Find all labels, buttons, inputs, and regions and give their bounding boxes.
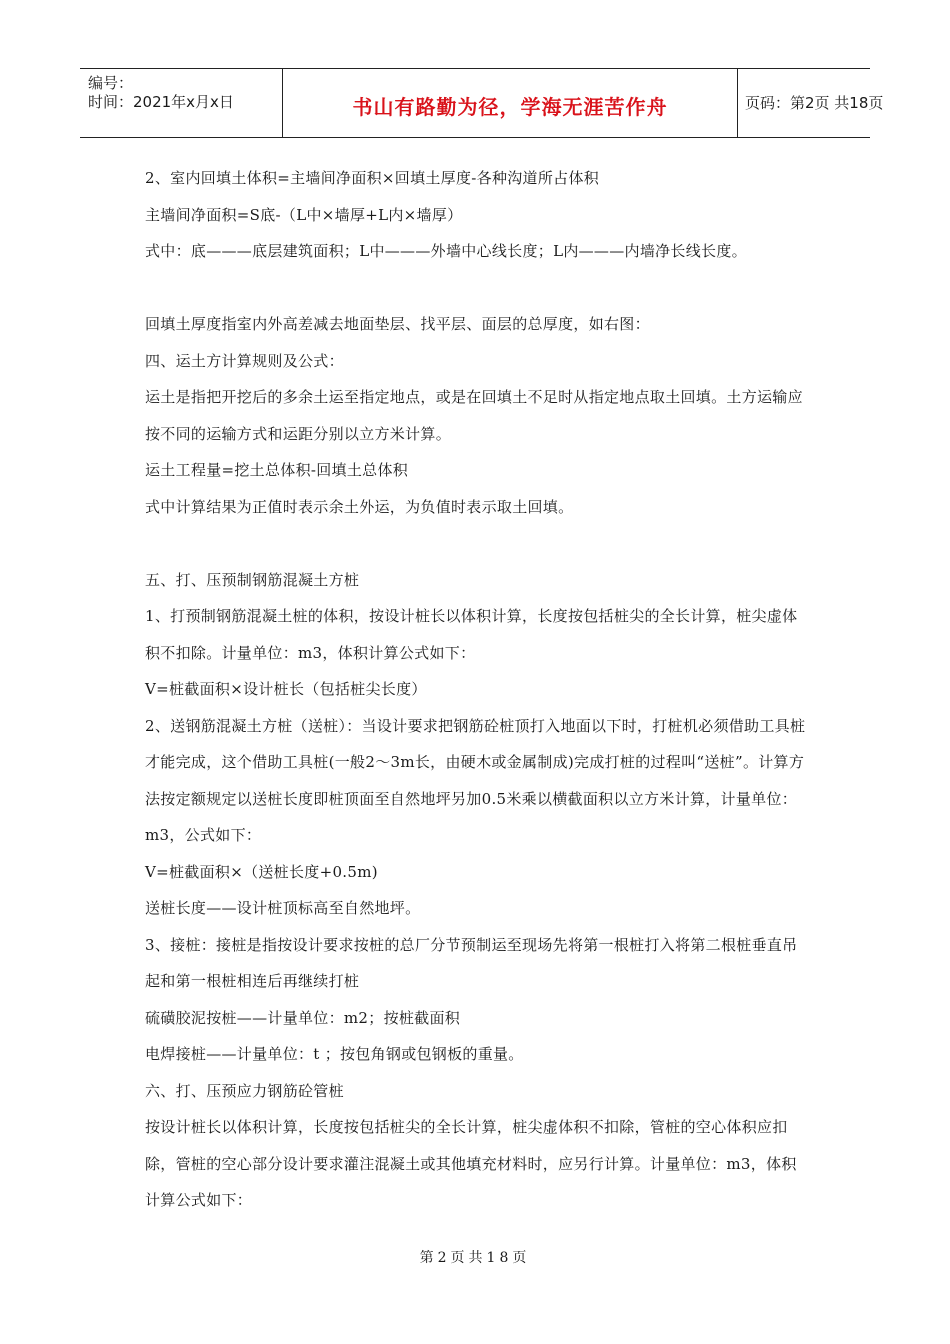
paragraph: 送桩长度——设计桩顶标高至自然地坪。	[145, 899, 421, 917]
formula: V=桩截面积×设计桩长（包括桩尖长度）	[145, 680, 427, 698]
page-footer: 第2页共18页	[419, 1250, 531, 1266]
header-motto-cell	[282, 69, 738, 137]
paragraph: 按设计桩长以体积计算，长度按包括桩尖的全长计算，桩尖虚体积不扣除，管桩的空心体积应扣除，管桩的空心部分设计要求灌注混凝土或其他填充材料时，应另行计算。计量单位：m3，体积计算公式如下：	[145, 1118, 797, 1209]
header-page-info: 页码：第2页 共18页	[745, 94, 884, 112]
formula: V=桩截面积×（送桩长度+0.5m)	[145, 862, 378, 881]
formula: 运土工程量=挖土总体积-回填土总体积	[145, 461, 409, 479]
paragraph: 运土是指把开挖后的多余土运至指定地点，或是在回填土不足时从指定地点取土回填。土方运输应按不同的运输方式和运距分别以立方米计算。	[145, 388, 803, 443]
document-date: 时间：2021年x月x日	[88, 93, 234, 111]
header-motto: 书山有路勤为径，学海无涯苦作舟	[352, 95, 668, 119]
blank-line	[145, 270, 810, 307]
document-body	[145, 160, 810, 1219]
paragraph: 电焊接桩——计量单位：t ；按包角钢或包钢板的重量。	[145, 1045, 524, 1063]
page-header	[80, 68, 884, 138]
section-heading: 六、打、压预应力钢筋砼管桩	[145, 1081, 344, 1100]
paragraph: 1、打预制钢筋混凝土桩的体积，按设计桩长以体积计算，长度按包括桩尖的全长计算，桩尖虚体积不扣除。计量单位：m3，体积计算公式如下：	[145, 607, 798, 662]
paragraph: 式中计算结果为正值时表示余土外运，为负值时表示取土回填。	[145, 497, 574, 516]
section-heading: 四、运土方计算规则及公式：	[145, 351, 344, 370]
paragraph: 式中：底———底层建筑面积；L中———外墙中心线长度；L内———内墙净长线长度。	[145, 242, 747, 260]
paragraph: 2、送钢筋混凝土方桩（送桩）：当设计要求把钢筋砼桩顶打入地面以下时，打桩机必须借助工具桩才能完成，这个借助工具桩(一般2～3m长，由硬木或金属制成)完成打桩的过程叫“送桩”。计算方法按定额规定以送桩长度即桩顶面至自然地坪另加0.5米乘以横截面积以立方米计算，计量单位：m3，公式如下：	[145, 716, 806, 844]
paragraph: 主墙间净面积=S底-（L中×墙厚+L内×墙厚）	[145, 205, 463, 224]
document-number-label: 编号：	[88, 74, 134, 92]
section-heading: 五、打、压预制钢筋混凝土方桩	[145, 570, 360, 589]
header-meta	[80, 69, 282, 137]
paragraph: 回填土厚度指室内外高差减去地面垫层、找平层、面层的总厚度，如右图：	[145, 315, 650, 333]
paragraph: 3、接桩：接桩是指按设计要求按桩的总厂分节预制运至现场先将第一根桩打入将第二根桩垂直吊起和第一根桩相连后再继续打桩	[145, 935, 798, 990]
paragraph: 硫磺胶泥按桩——计量单位：m2；按桩截面积	[145, 1008, 461, 1027]
header-page-cell	[737, 69, 884, 137]
paragraph: 2、室内回填土体积=主墙间净面积×回填土厚度-各种沟道所占体积	[145, 169, 600, 187]
blank-line	[145, 525, 810, 562]
